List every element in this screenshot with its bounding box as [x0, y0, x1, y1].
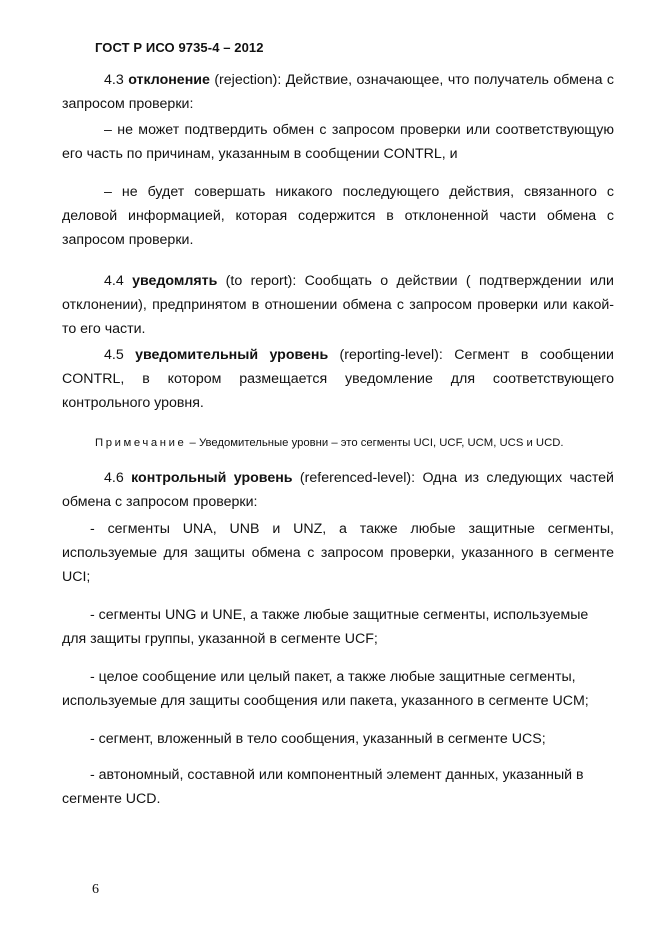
definition-text: (reporting-level): Сегмент в сообщении CONTRL, в котором размещается уведомление для соответствующего контрольного уровня.	[62, 347, 614, 411]
section-4-6	[62, 466, 614, 514]
section-4-5	[62, 343, 614, 415]
definition-text: (rejection): Действие, означающее, что получатель обмена с запросом проверки:	[62, 72, 615, 112]
note-text: – Уведомительные уровни – это сегменты UCI, UCF, UCM, UCS и UCD.	[186, 437, 564, 449]
term: контрольный уровень	[131, 470, 293, 486]
section-4-3-item-1	[62, 118, 614, 166]
document-header: ГОСТ Р ИСО 9735-4 – 2012	[95, 40, 264, 55]
section-4-6-item-1	[62, 517, 614, 589]
list-item: - сегмент, вложенный в тело сообщения, указанный в сегменте UCS;	[90, 731, 546, 747]
section-number: 4.4	[104, 273, 124, 289]
list-item: - целое сообщение или целый пакет, а также любые защитные сегменты, используемые для защиты сообщения или пакета, указанного в сегменте UCM;	[62, 669, 589, 709]
page-number: 6	[92, 882, 99, 897]
definition-4-5	[62, 343, 614, 415]
term: отклонение	[128, 72, 210, 88]
list-item: – не может подтвердить обмен с запросом проверки или соответствующую его часть по причинам, указанным в сообщении CONTRL, и	[62, 122, 614, 162]
note	[95, 435, 564, 451]
definition-4-4	[62, 269, 614, 341]
note-label: Примечание	[95, 437, 187, 449]
section-4-3	[62, 68, 614, 116]
definition-4-3	[62, 68, 614, 116]
list-item: - сегменты UNA, UNB и UNZ, а также любые защитные сегменты, используемые для защиты обмена с запросом проверки, указанного в сегменте UCI;	[62, 521, 614, 585]
list-item: – не будет совершать никакого последующего действия, связанного с деловой информацией, которая содержится в отклоненной части обмена с запросом проверки.	[62, 184, 614, 248]
section-4-4	[62, 269, 614, 341]
definition-text: (referenced-level): Одна из следующих частей обмена с запросом проверки:	[62, 470, 614, 510]
section-4-6-item-2	[62, 603, 614, 651]
term: уведомительный уровень	[135, 347, 329, 363]
section-number: 4.6	[104, 470, 124, 486]
list-item: - сегменты UNG и UNE, а также любые защитные сегменты, используемые для защиты группы, указанной в сегменте UCF;	[62, 607, 589, 647]
term: уведомлять	[132, 273, 218, 289]
section-4-6-item-4	[62, 727, 614, 751]
section-4-6-item-3	[62, 665, 614, 713]
list-item: - автономный, составной или компонентный элемент данных, указанный в сегменте UCD.	[62, 767, 584, 807]
section-number: 4.5	[104, 347, 124, 363]
definition-4-6	[62, 466, 614, 514]
definition-text: (to report): Сообщать о действии ( подтверждении или отклонении), предпринятом в отношении обмена с запросом проверки или какой-то его части.	[62, 273, 614, 337]
section-4-3-item-2	[62, 180, 614, 252]
section-4-6-item-5	[62, 763, 614, 811]
section-number: 4.3	[104, 72, 124, 88]
